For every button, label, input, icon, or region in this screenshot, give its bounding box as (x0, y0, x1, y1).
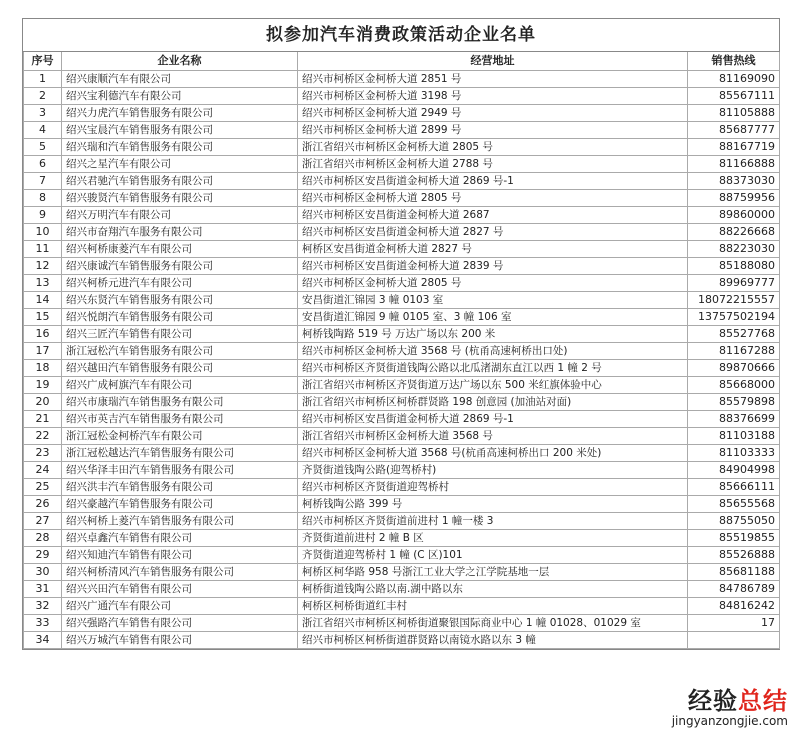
row-number: 25 (24, 479, 62, 496)
company-name: 浙江冠松汽车销售服务有限公司 (62, 343, 298, 360)
company-address: 绍兴市柯桥区齐贤街道迎驾桥村 (298, 479, 688, 496)
sales-hotline: 85687777 (688, 122, 780, 139)
watermark-text-b: 总结 (738, 687, 788, 715)
company-name: 绍兴强路汽车销售有限公司 (62, 615, 298, 632)
company-address: 绍兴市柯桥区安昌街道金柯桥大道 2869 号-1 (298, 173, 688, 190)
company-name: 绍兴宝晨汽车销售服务有限公司 (62, 122, 298, 139)
company-address: 安昌街道汇锦园 9 幢 0105 室、3 幢 106 室 (298, 309, 688, 326)
company-name: 绍兴骏贤汽车销售服务有限公司 (62, 190, 298, 207)
table-row (24, 513, 780, 530)
row-number: 27 (24, 513, 62, 530)
row-number: 14 (24, 292, 62, 309)
company-address: 绍兴市柯桥区安昌街道金柯桥大道 2869 号-1 (298, 411, 688, 428)
table-header-row (24, 52, 780, 71)
sales-hotline: 85526888 (688, 547, 780, 564)
company-name: 绍兴康诚汽车销售服务有限公司 (62, 258, 298, 275)
row-number: 2 (24, 88, 62, 105)
sales-hotline: 89969777 (688, 275, 780, 292)
company-name: 绍兴市奋翔汽车服务有限公司 (62, 224, 298, 241)
company-name: 绍兴君驰汽车销售服务有限公司 (62, 173, 298, 190)
sales-hotline: 81167288 (688, 343, 780, 360)
company-address: 绍兴市柯桥区金柯桥大道 3198 号 (298, 88, 688, 105)
table-row (24, 632, 780, 649)
row-number: 33 (24, 615, 62, 632)
sales-hotline: 81105888 (688, 105, 780, 122)
company-name: 绍兴广通汽车有限公司 (62, 598, 298, 615)
company-name: 绍兴越田汽车销售服务有限公司 (62, 360, 298, 377)
row-number: 32 (24, 598, 62, 615)
row-number: 21 (24, 411, 62, 428)
table-row (24, 343, 780, 360)
company-name: 绍兴知迪汽车销售有限公司 (62, 547, 298, 564)
row-number: 3 (24, 105, 62, 122)
row-number: 18 (24, 360, 62, 377)
table-row (24, 207, 780, 224)
company-address: 浙江省绍兴市柯桥区金柯桥大道 3568 号 (298, 428, 688, 445)
company-address: 柯桥钱陶路 519 号 万达广场以东 200 米 (298, 326, 688, 343)
sales-hotline: 88373030 (688, 173, 780, 190)
row-number: 34 (24, 632, 62, 649)
company-address: 柯桥区安昌街道金柯桥大道 2827 号 (298, 241, 688, 258)
company-name: 绍兴康顺汽车有限公司 (62, 71, 298, 88)
sales-hotline: 88759956 (688, 190, 780, 207)
table-row (24, 360, 780, 377)
sales-hotline: 88167719 (688, 139, 780, 156)
company-name: 绍兴豪越汽车销售服务有限公司 (62, 496, 298, 513)
sales-hotline: 85188080 (688, 258, 780, 275)
company-address: 绍兴市柯桥区金柯桥大道 2805 号 (298, 190, 688, 207)
sales-hotline: 81103188 (688, 428, 780, 445)
table-row (24, 241, 780, 258)
company-name: 绍兴洪丰汽车销售服务有限公司 (62, 479, 298, 496)
row-number: 11 (24, 241, 62, 258)
row-number: 6 (24, 156, 62, 173)
company-address: 绍兴市柯桥区安昌街道金柯桥大道 2827 号 (298, 224, 688, 241)
company-address: 柯桥钱陶公路 399 号 (298, 496, 688, 513)
company-name: 绍兴东贤汽车销售服务有限公司 (62, 292, 298, 309)
sales-hotline: 89870666 (688, 360, 780, 377)
table-row (24, 564, 780, 581)
table-row (24, 258, 780, 275)
table-row (24, 377, 780, 394)
row-number: 13 (24, 275, 62, 292)
company-address: 浙江省绍兴市柯桥区金柯桥大道 2805 号 (298, 139, 688, 156)
company-address: 绍兴市柯桥区金柯桥大道 3568 号 (杭甬高速柯桥出口处) (298, 343, 688, 360)
table-row (24, 105, 780, 122)
sales-hotline: 81166888 (688, 156, 780, 173)
company-address: 绍兴市柯桥区柯桥街道群贤路以南镜水路以东 3 幢 (298, 632, 688, 649)
company-address: 绍兴市柯桥区金柯桥大道 2805 号 (298, 275, 688, 292)
table-row (24, 173, 780, 190)
row-number: 20 (24, 394, 62, 411)
company-name: 绍兴三匠汽车销售有限公司 (62, 326, 298, 343)
company-address: 齐贤街道迎驾桥村 1 幢 (C 区)101 (298, 547, 688, 564)
table-row (24, 122, 780, 139)
sales-hotline (688, 632, 780, 649)
row-number: 28 (24, 530, 62, 547)
company-address: 柯桥街道钱陶公路以南.湖中路以东 (298, 581, 688, 598)
sales-hotline: 85567111 (688, 88, 780, 105)
row-number: 4 (24, 122, 62, 139)
company-name: 绍兴柯桥元进汽车有限公司 (62, 275, 298, 292)
row-number: 26 (24, 496, 62, 513)
row-number: 1 (24, 71, 62, 88)
document-table-container (22, 18, 780, 650)
table-row (24, 445, 780, 462)
row-number: 19 (24, 377, 62, 394)
watermark (672, 688, 788, 728)
company-address: 绍兴市柯桥区金柯桥大道 2851 号 (298, 71, 688, 88)
header-no: 序号 (24, 52, 62, 71)
header-phone: 销售热线 (688, 52, 780, 71)
company-name: 绍兴兴田汽车销售有限公司 (62, 581, 298, 598)
table-row (24, 530, 780, 547)
company-address: 齐贤街道前进村 2 幢 B 区 (298, 530, 688, 547)
sales-hotline: 13757502194 (688, 309, 780, 326)
company-address: 绍兴市柯桥区安昌街道金柯桥大道 2839 号 (298, 258, 688, 275)
table-row (24, 224, 780, 241)
company-table (23, 52, 780, 649)
sales-hotline: 85681188 (688, 564, 780, 581)
row-number: 29 (24, 547, 62, 564)
sales-hotline: 88223030 (688, 241, 780, 258)
row-number: 7 (24, 173, 62, 190)
company-name: 绍兴柯桥清风汽车销售服务有限公司 (62, 564, 298, 581)
company-address: 齐贤街道钱陶公路(迎驾桥村) (298, 462, 688, 479)
company-name: 绍兴瑞和汽车销售服务有限公司 (62, 139, 298, 156)
company-address: 柯桥区柯桥街道红丰村 (298, 598, 688, 615)
table-row (24, 190, 780, 207)
row-number: 9 (24, 207, 62, 224)
table-row (24, 292, 780, 309)
company-name: 绍兴市康瑞汽车销售服务有限公司 (62, 394, 298, 411)
company-name: 绍兴悦朗汽车销售服务有限公司 (62, 309, 298, 326)
company-name: 绍兴柯桥上菱汽车销售服务有限公司 (62, 513, 298, 530)
table-row (24, 615, 780, 632)
row-number: 8 (24, 190, 62, 207)
table-row (24, 496, 780, 513)
company-name: 绍兴卓鑫汽车销售有限公司 (62, 530, 298, 547)
table-row (24, 71, 780, 88)
sales-hotline: 85579898 (688, 394, 780, 411)
sales-hotline: 85666111 (688, 479, 780, 496)
sales-hotline: 18072215557 (688, 292, 780, 309)
sales-hotline: 88226668 (688, 224, 780, 241)
table-row (24, 462, 780, 479)
company-name: 绍兴力虎汽车销售服务有限公司 (62, 105, 298, 122)
sales-hotline: 85519855 (688, 530, 780, 547)
table-row (24, 156, 780, 173)
table-row (24, 598, 780, 615)
company-name: 绍兴万城汽车销售有限公司 (62, 632, 298, 649)
sales-hotline: 81169090 (688, 71, 780, 88)
company-address: 浙江省绍兴市柯桥区齐贤街道万达广场以东 500 米红旗体验中心 (298, 377, 688, 394)
table-row (24, 479, 780, 496)
sales-hotline: 81103333 (688, 445, 780, 462)
sales-hotline: 84904998 (688, 462, 780, 479)
table-row (24, 88, 780, 105)
company-name: 绍兴之星汽车有限公司 (62, 156, 298, 173)
header-address: 经营地址 (298, 52, 688, 71)
row-number: 5 (24, 139, 62, 156)
company-name: 浙江冠松越达汽车销售服务有限公司 (62, 445, 298, 462)
company-name: 绍兴宝利德汽车有限公司 (62, 88, 298, 105)
company-address: 柯桥区柯华路 958 号浙江工业大学之江学院基地一层 (298, 564, 688, 581)
sales-hotline: 89860000 (688, 207, 780, 224)
table-row (24, 139, 780, 156)
sales-hotline: 84816242 (688, 598, 780, 615)
table-row (24, 428, 780, 445)
company-address: 安昌街道汇锦园 3 幢 0103 室 (298, 292, 688, 309)
row-number: 17 (24, 343, 62, 360)
row-number: 30 (24, 564, 62, 581)
company-address: 浙江省绍兴市柯桥区柯桥街道聚银国际商业中心 1 幢 01028、01029 室 (298, 615, 688, 632)
company-address: 绍兴市柯桥区齐贤街道前进村 1 幢一楼 3 (298, 513, 688, 530)
company-name: 绍兴广成柯旗汽车有限公司 (62, 377, 298, 394)
row-number: 12 (24, 258, 62, 275)
watermark-text-a: 经验 (688, 687, 738, 715)
sales-hotline: 88755050 (688, 513, 780, 530)
sales-hotline: 85655568 (688, 496, 780, 513)
company-address: 浙江省绍兴市柯桥区金柯桥大道 2788 号 (298, 156, 688, 173)
table-row (24, 275, 780, 292)
sales-hotline: 84786789 (688, 581, 780, 598)
company-address: 绍兴市柯桥区金柯桥大道 3568 号(杭甬高速柯桥出口 200 米处) (298, 445, 688, 462)
sales-hotline: 85527768 (688, 326, 780, 343)
company-name: 绍兴万明汽车有限公司 (62, 207, 298, 224)
table-row (24, 394, 780, 411)
row-number: 31 (24, 581, 62, 598)
row-number: 23 (24, 445, 62, 462)
row-number: 15 (24, 309, 62, 326)
table-row (24, 581, 780, 598)
company-name: 浙江冠松金柯桥汽车有限公司 (62, 428, 298, 445)
row-number: 24 (24, 462, 62, 479)
table-row (24, 411, 780, 428)
document-title: 拟参加汽车消费政策活动企业名单 (23, 19, 779, 52)
sales-hotline: 88376699 (688, 411, 780, 428)
company-address: 绍兴市柯桥区金柯桥大道 2949 号 (298, 105, 688, 122)
company-address: 绍兴市柯桥区金柯桥大道 2899 号 (298, 122, 688, 139)
company-address: 浙江省绍兴市柯桥区柯桥群贤路 198 创意园 (加油站对面) (298, 394, 688, 411)
row-number: 10 (24, 224, 62, 241)
company-name: 绍兴市英吉汽车销售服务有限公司 (62, 411, 298, 428)
company-name: 绍兴华泽丰田汽车销售服务有限公司 (62, 462, 298, 479)
row-number: 16 (24, 326, 62, 343)
company-address: 绍兴市柯桥区安昌街道金柯桥大道 2687 (298, 207, 688, 224)
table-row (24, 309, 780, 326)
company-address: 绍兴市柯桥区齐贤街道钱陶公路以北瓜渚湖东直江以西 1 幢 2 号 (298, 360, 688, 377)
sales-hotline: 17 (688, 615, 780, 632)
sales-hotline: 85668000 (688, 377, 780, 394)
table-row (24, 547, 780, 564)
row-number: 22 (24, 428, 62, 445)
watermark-url: jingyanzongjie.com (671, 714, 788, 728)
table-row (24, 326, 780, 343)
company-name: 绍兴柯桥康菱汽车有限公司 (62, 241, 298, 258)
header-name: 企业名称 (62, 52, 298, 71)
